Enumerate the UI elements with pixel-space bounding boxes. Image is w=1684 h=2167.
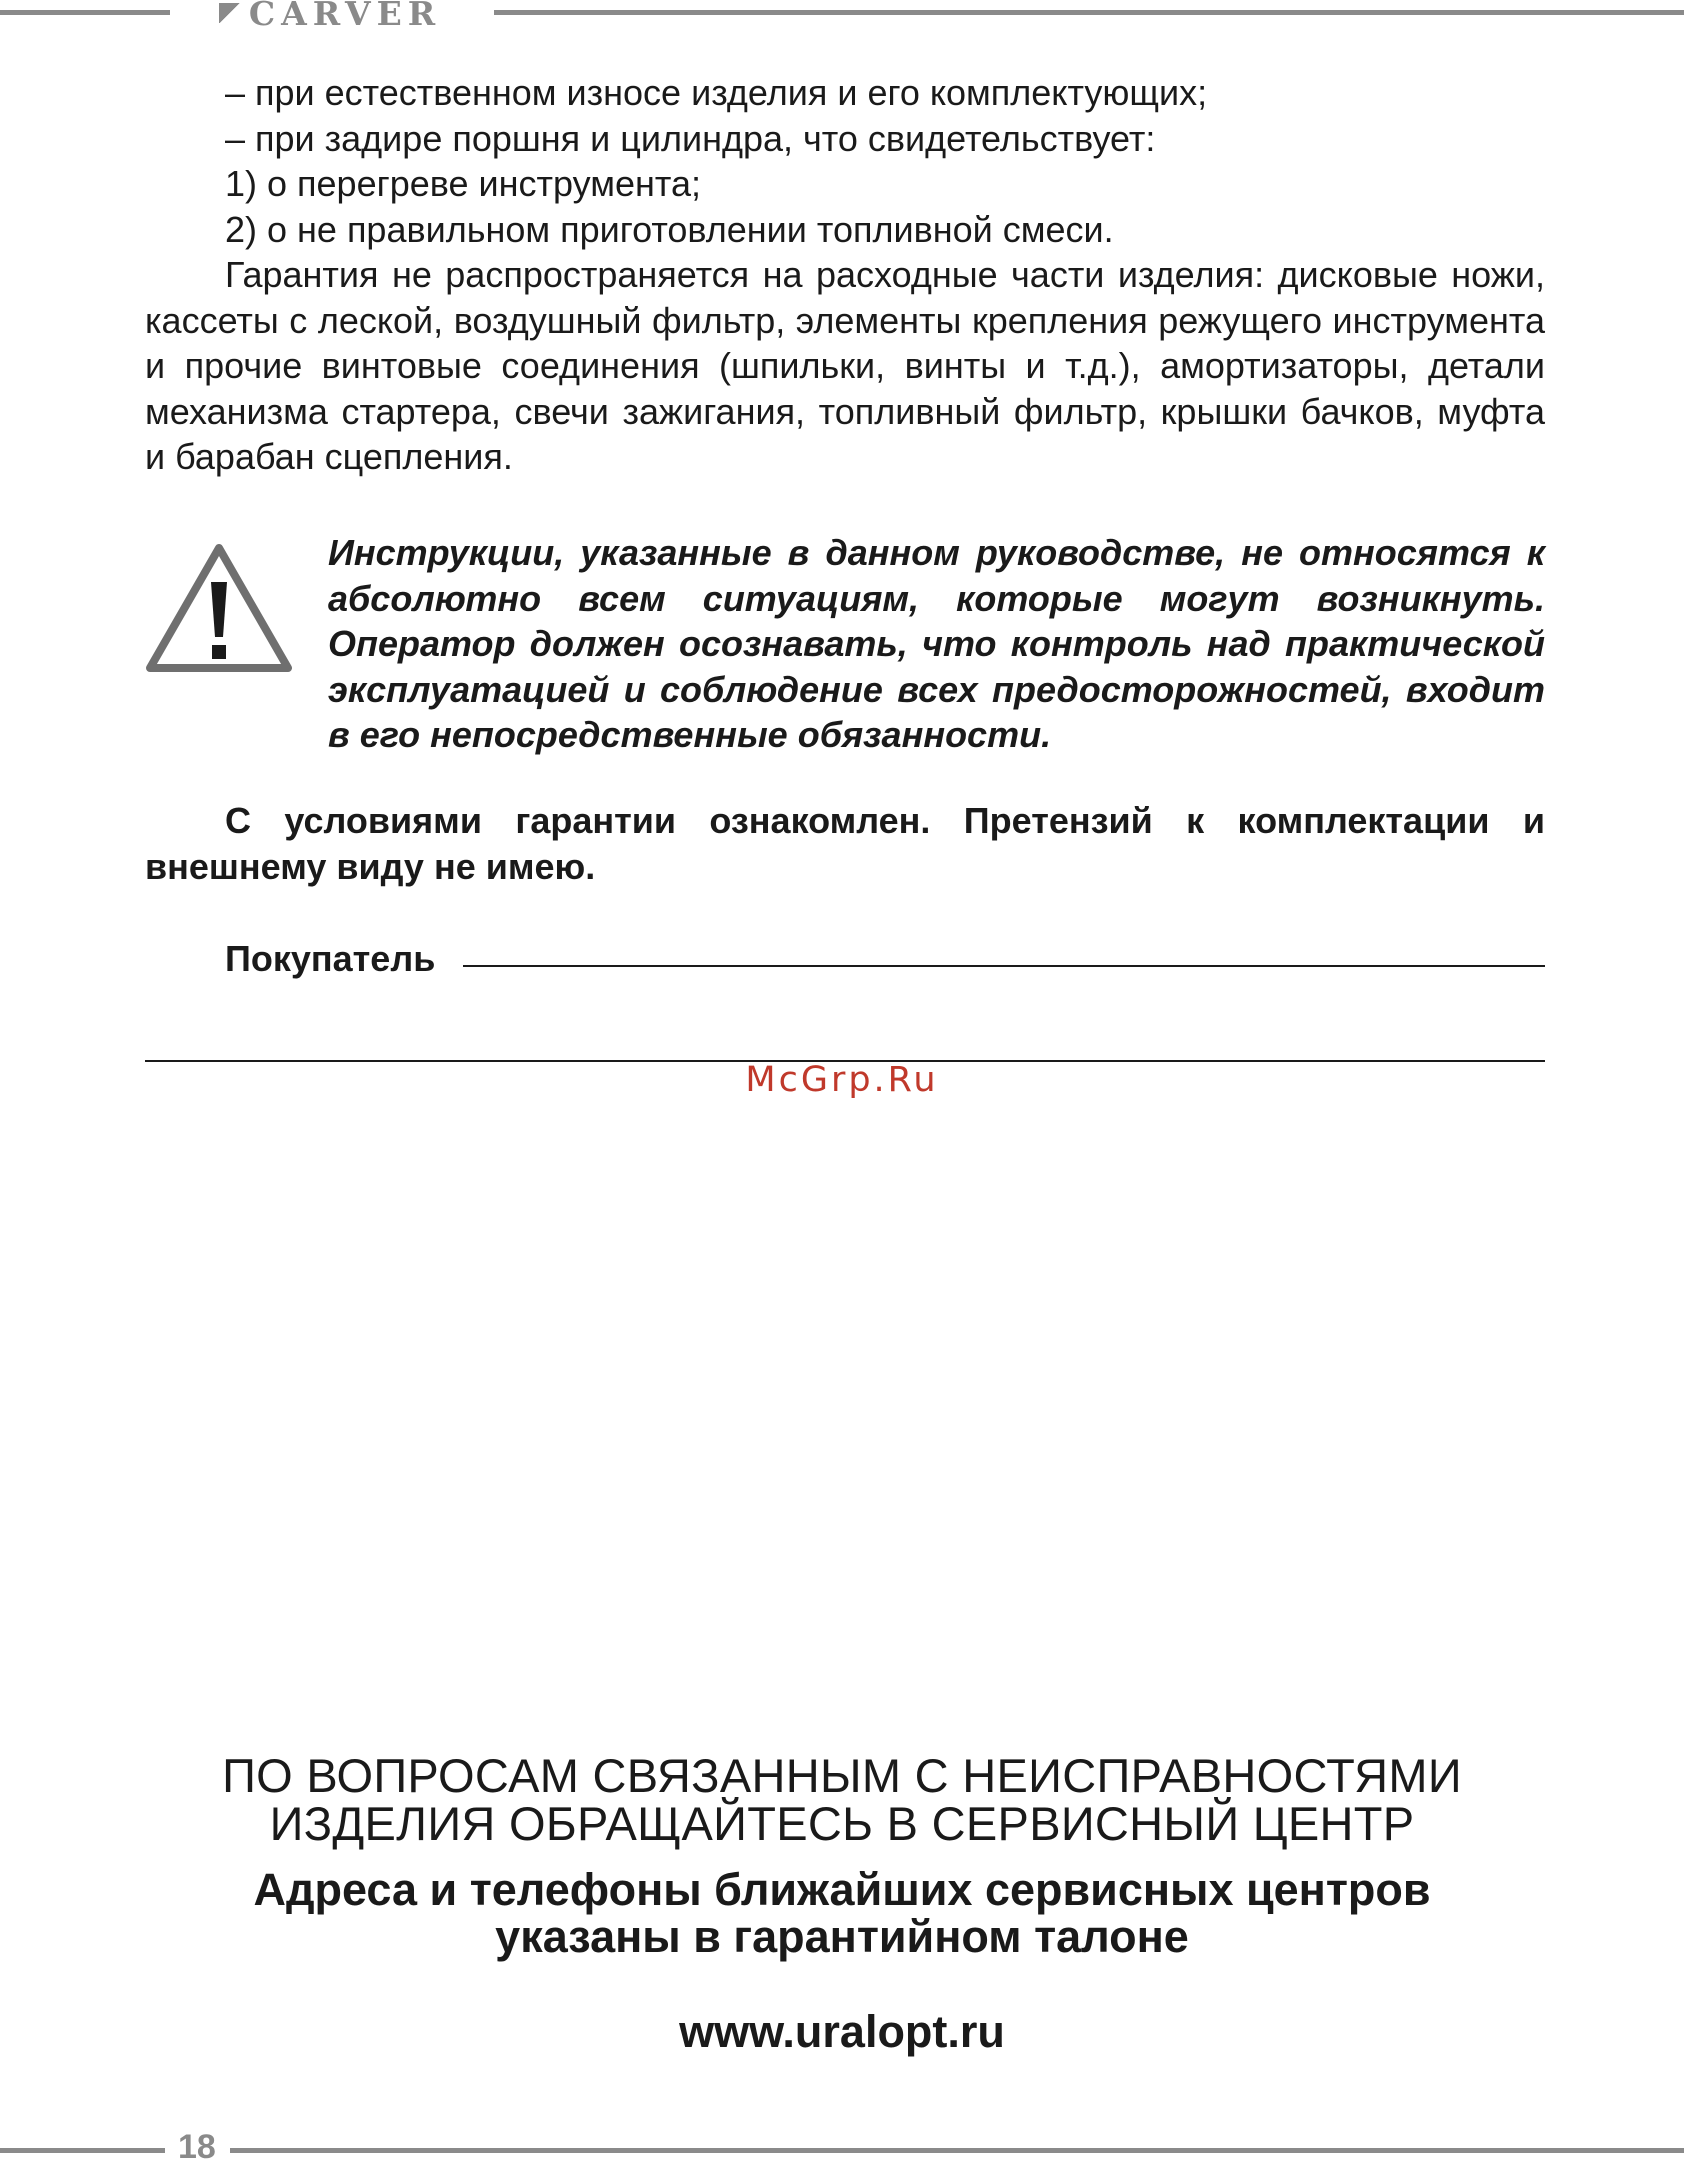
page-number: 18: [174, 2128, 220, 2167]
acknowledgement-paragraph: С условиями гарантии ознакомлен. Претензий к комплектации и внешнему виду не имею.: [145, 800, 1545, 887]
service-notice: [0, 1749, 1684, 1850]
exclusion-line: 1) о перегреве инструмента;: [225, 163, 701, 204]
brand-logo: [170, 0, 490, 33]
buyer-label: Покупатель: [225, 938, 436, 979]
service-notice-line: ПО ВОПРОСАМ СВЯЗАННЫМ С НЕИСПРАВНОСТЯМИ: [222, 1749, 1462, 1802]
buyer-signature-line[interactable]: [463, 965, 1545, 967]
exclusion-line: 2) о не правильном приготовлении топливной смеси.: [225, 208, 1114, 250]
watermark: McGrp.Ru: [745, 1060, 939, 1100]
brand-mark-icon: [219, 3, 241, 23]
website-link[interactable]: www.uralopt.ru: [679, 2006, 1005, 2057]
service-contacts: [0, 1866, 1684, 1960]
warranty-exclusions: [145, 70, 1545, 480]
footer-rule-left: [0, 2148, 165, 2153]
exclusion-line: – при задире поршня и цилиндра, что свидетельствует:: [225, 117, 1156, 159]
service-notice-line: ИЗДЕЛИЯ ОБРАЩАЙТЕСЬ В СЕРВИСНЫЙ ЦЕНТР: [269, 1797, 1415, 1850]
header-rule-right: [494, 10, 1684, 15]
header-rule-left: [0, 10, 170, 15]
exclusion-line: – при естественном износе изделия и его комплектующих;: [225, 72, 1208, 113]
acknowledgement-text: [145, 798, 1545, 889]
service-contacts-line: указаны в гарантийном талоне: [495, 1911, 1189, 1962]
warning-triangle-icon: [145, 542, 293, 676]
service-contacts-line: Адреса и телефоны ближайших сервисных центров: [253, 1864, 1431, 1915]
consumables-paragraph: Гарантия не распространяется на расходные части изделия: дисковые ножи, кассеты с леской, воздушный фильтр, элементы крепления режущего инструмента и прочие винтовые соединения (шпильки, винты и т.д.), амортизаторы, детали механизма стартера, свечи зажигания, топливный фильтр, крышки бачков, муфта и барабан сцепления.: [145, 254, 1545, 477]
warning-text: Инструкции, указанные в данном руководстве, не относятся к абсолютно всем ситуациям, которые могут возникнуть. Оператор должен осознавать, что контроль над практической эксплуатацией и соблюдение всех предосторожностей, входит в его непосредственные обязанности.: [328, 532, 1545, 755]
footer-rule-right: [230, 2148, 1684, 2153]
brand-name: CARVER: [248, 0, 442, 33]
